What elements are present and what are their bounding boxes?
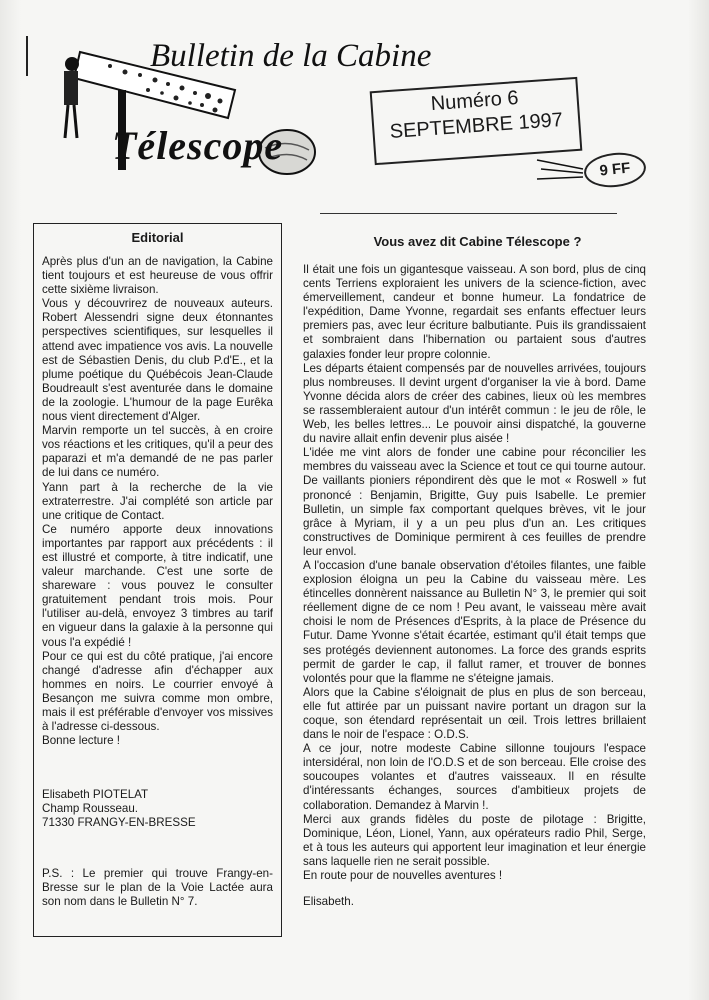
article-body (303, 263, 646, 909)
speed-lines-icon (535, 155, 585, 185)
editorial-paragraph: Bonne lecture ! (42, 734, 120, 748)
article-paragraph: Alors que la Cabine s'éloignait de plus en plus de son berceau, elle fut attirée par un puissant navire portant un dragon sur la coque, son étendard représentait un œil. Trois lettres brillaient dans le noir de l'espace : O.D.S. (303, 685, 646, 742)
article-title: Vous avez dit Cabine Télescope ? (373, 234, 582, 249)
editorial-paragraph: Après plus d'un an de navigation, la Cabine tient toujours et est heureuse de vous offrir cette sixième livraison. (42, 255, 273, 297)
article-paragraph: A l'occasion d'une banale observation d'étoiles filantes, une faible explosion éloigna un peu la Cabine du vaisseau mère. Les étincelles donnèrent naissance au Bulletin N° 3, le premier qui soit réellement digne de ce nom ! Peu avant, le vaisseau mère avait choisi le nom de Présences d'Esprits, à la place de Présence du Futur. Dame Yvonne s'était écartée, estimant qu'il était temps que ses protégés deviennent autonomes. La force des grands esprits permit de garder le cap, il fallut ramer, et trouver de bonnes volontés pour que la flamme ne s'éteigne jamais. (303, 558, 646, 685)
divider (320, 213, 617, 214)
signature-street: Champ Rousseau. (42, 802, 139, 816)
editorial-body (34, 245, 281, 748)
article-signature: Elisabeth. (303, 895, 354, 909)
price-badge: 9 FF (582, 150, 647, 190)
editorial-paragraph: Pour ce qui est du côté pratique, j'ai encore changé d'adresse afin d'échapper aux hommes en noirs. Le courrier envoyé à Besançon me suivra comme mon ombre, mais il est préférable d'envoyer vos missives à l'adresse ci-dessous. (42, 649, 273, 734)
issue-date: SEPTEMBRE 1997 (389, 108, 564, 144)
article-paragraph: Il était une fois un gigantesque vaisseau. A son bord, plus de cinq cents Terriens exploraient les univers de la science-fiction, avec émerveillement, candeur et bonne humeur. La fondatrice de l'expédition, Dame Yvonne, regardait ses enfants effectuer leurs premiers pas, avec leur écriture balbutiante. Puis ils grandissaient et sombraient dans l'hibernation ou partaient sous d'autres galaxies fonder leur propre colonnie. (303, 263, 646, 361)
editorial-title: Editorial (131, 230, 184, 245)
editorial-box (33, 223, 282, 937)
editorial-paragraph: Vous y découvrirez de nouveaux auteurs. Robert Alessendri signe deux étonnantes perspectives scientifiques, sur lesquelles il attend avec impatience vos avis. La nouvelle est de Sébastien Denis, du club P.d'E., et la plume poétique du Québécois Jean-Claude Boudreault s'est aventurée dans le domaine de la zoologie. L'humour de la page Eurêka nous vient directement d'Alger. (42, 297, 273, 424)
editorial-paragraph: Yann part à la recherche de la vie extraterrestre. J'ai complété son article par une critique de Contact. (42, 480, 273, 522)
margin-mark (26, 36, 28, 76)
editorial-signature (34, 788, 281, 830)
editorial-paragraph: Marvin remporte un tel succès, à en croire vos réactions et les critiques, qu'il a peur des paparazi et m'a demandé de ne pas parler de lui dans ce numéro. (42, 424, 273, 480)
issue-number: Numéro 6 (430, 87, 520, 116)
article-paragraph: En route pour de nouvelles aventures ! (303, 869, 503, 883)
editorial-ps: P.S. : Le premier qui trouve Frangy-en-Bresse sur le plan de la Voie Lactée aura son nom dans le Bulletin N° 7. (42, 866, 273, 908)
issue-box (370, 77, 583, 165)
logo-wordmark: Télescope (112, 123, 284, 168)
article-paragraph: Merci aux grands fidèles du poste de pilotage : Brigitte, Dominique, Léon, Lionel, Yann, aux opérateurs radio Phil, Serge, et à tous les auteurs qui apportent leur imagination et leur énergie sans laquelle rien ne serait possible. (303, 812, 646, 868)
bulletin-title: Bulletin de la Cabine (150, 38, 432, 74)
article-paragraph: A ce jour, notre modeste Cabine sillonne toujours l'espace intersidéral, non loin de l'O.D.S et de son berceau. Elle croise des soucoupes volantes et d'autres vaisseaux. Il en résulte d'intéressants échanges, sources d'ambitieux projets de collaboration. Demandez à Marvin !. (303, 742, 646, 812)
signature-name: Elisabeth PIOTELAT (42, 788, 149, 802)
editorial-paragraph: Ce numéro apporte deux innovations importantes par rapport aux précédents : il est illustré et comporte, à titre indicatif, une valeur marchande. C'est une sorte de shareware : vous pouvez le consulter gratuitement pendant trois mois. Pour l'utiliser au-delà, envoyez 3 timbres au tarif en vigueur dans la galaxie à la personne qui vous l'a expédié ! (42, 522, 273, 649)
signature-city: 71330 FRANGY-EN-BRESSE (42, 816, 196, 830)
article-paragraph: L'idée me vint alors de fonder une cabine pour réconcilier les membres du vaisseau avec la Science et tout ce qui tourne autour. De vaillants pioniers répondirent dès que le mot « Roswell » fut prononcé : Benjamin, Brigitte, Guy puis Isabelle. Le premier Bulletin, un simple fax comportant quelques brèves, vit le jour grâce à Myriam, il y a un peu plus d'un an. Les critiques constructives de Dominique permirent à ces feuilles de prendre leur envol. (303, 446, 646, 558)
article-paragraph: Les départs étaient compensés par de nouvelles arrivées, toujours plus nombreuses. Il devint urgent d'organiser la vie à bord. Dame Yvonne décida alors de créer des cabines, lieux où les membres se rassembleraient autour d'un intérêt commun : le jeu de rôle, le Web, les belles lettres... Le pouvoir ainsi dispatché, la gouverne du navire allait enfin devenir plus aisée ! (303, 361, 646, 446)
